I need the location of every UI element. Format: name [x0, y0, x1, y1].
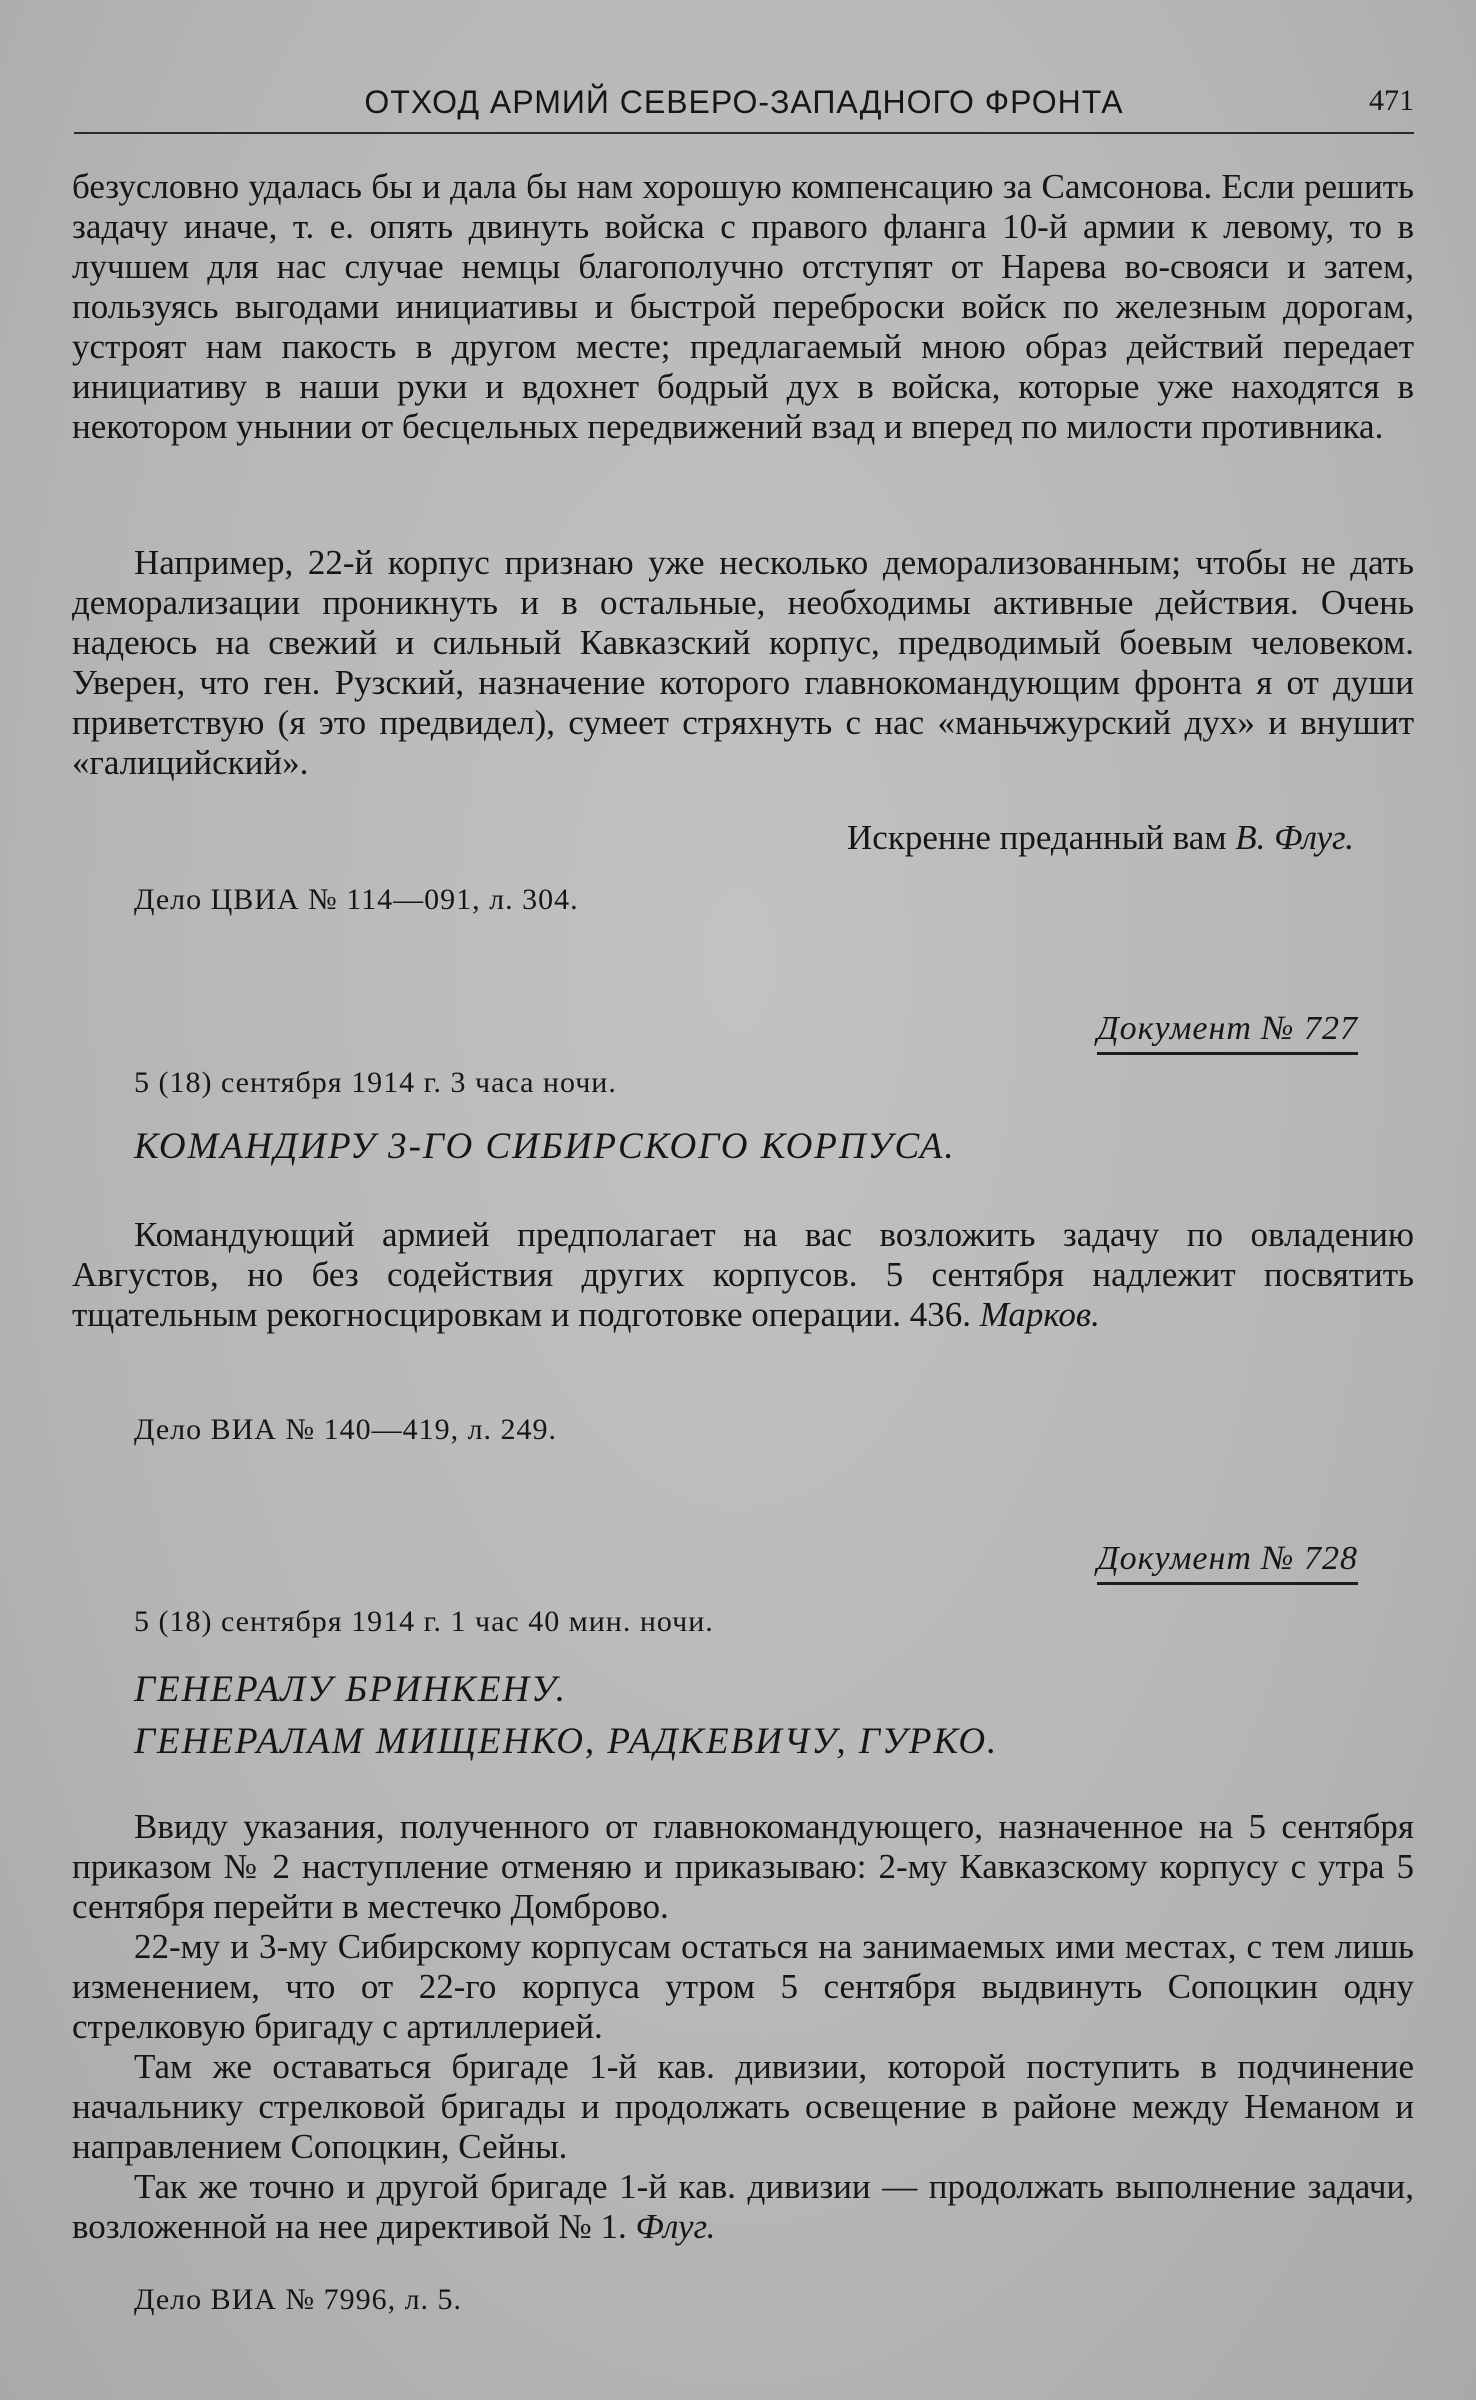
doc728-paragraph-4-text: Так же точно и другой бригаде 1-й кав. дивизии — продолжать выполнение задачи, возложенной на нее директивой № 1. — [72, 2167, 1414, 2246]
letter-signature — [847, 818, 1354, 858]
doc728-date: 5 (18) сентября 1914 г. 1 час 40 мин. ночи. — [134, 1605, 714, 1638]
doc728-addressee-2: ГЕНЕРАЛАМ МИЩЕНКО, РАДКЕВИЧУ, ГУРКО. — [134, 1721, 999, 1762]
letter-reference: Дело ЦВИА № 114—091, л. 304. — [134, 883, 579, 916]
doc728-reference: Дело ВИА № 7996, л. 5. — [134, 2283, 463, 2316]
doc727-date: 5 (18) сентября 1914 г. 3 часа ночи. — [134, 1066, 617, 1099]
doc728-paragraph-1: Ввиду указания, полученного от главнокомандующего, назначенное на 5 сентября приказом № 2 наступление отменяю и приказываю: 2-му Кавказскому корпусу с утра 5 сентября перейти в местечко Домброво. — [72, 1807, 1414, 1926]
doc728-paragraph-4 — [72, 2167, 1414, 2247]
doc727-addressee: КОМАНДИРУ 3-ГО СИБИРСКОГО КОРПУСА. — [134, 1126, 956, 1167]
doc728-addressee-1: ГЕНЕРАЛУ БРИНКЕНУ. — [134, 1669, 567, 1710]
letter-signer: В. Флуг. — [1235, 818, 1354, 857]
doc727-text — [72, 1215, 1414, 1335]
doc728-signer: Флуг. — [635, 2207, 716, 2246]
doc728-paragraph-3: Там же оставаться бригаде 1-й кав. дивизии, которой поступить в подчинение начальнику стрелковой бригады и продолжать освещение в районе между Неманом и направлением Сопоцкин, Сейны. — [72, 2047, 1414, 2166]
letter-paragraph-2 — [72, 543, 1414, 783]
doc727-body: Командующий армией предполагает на вас возложить задачу по овладению Августов, но без содействия других корпусов. 5 сентября надлежит посвятить тщательным рекогносцировкам и подготовке операции. 436. — [72, 1215, 1414, 1334]
running-title: ОТХОД АРМИЙ СЕВЕРО-ЗАПАДНОГО ФРОНТА — [364, 84, 1124, 120]
letter-closing: Искренне преданный вам — [847, 818, 1227, 857]
doc727-reference: Дело ВИА № 140—419, л. 249. — [134, 1413, 558, 1446]
doc728-label: Документ № 728 — [1097, 1540, 1358, 1585]
doc727-label: Документ № 727 — [1097, 1010, 1358, 1055]
doc728-text — [72, 1807, 1414, 2247]
letter-paragraph-2-text: Например, 22-й корпус признаю уже несколько деморализованным; чтобы не дать деморализации проникнуть и в остальные, необходимы активные действия. Очень надеюсь на свежий и сильный Кавказский корпус, предводимый боевым человеком. Уверен, что ген. Рузский, назначение которого главнокомандующим фронта я от души приветствую (я это предвидел), сумеет стряхнуть с нас «маньчжурский дух» и внушит «галицийский». — [72, 543, 1414, 782]
page-number: 471 — [1369, 84, 1414, 117]
page-header — [74, 84, 1414, 134]
letter-paragraph-1: безусловно удалась бы и дала бы нам хорошую компенсацию за Самсонова. Если решить задачу иначе, т. е. опять двинуть войска с правого фланга 10-й армии к левому, то в лучшем для нас случае немцы благополучно отступят от Нарева во-свояси и затем, пользуясь выгодами инициативы и быстрой переброски войск по железным дорогам, устроят нам пакость в другом месте; предлагаемый мною образ действий передает инициативу в наши руки и вдохнет бодрый дух в войска, которые уже находятся в некотором унынии от бесцельных передвижений взад и вперед по милости противника. — [72, 167, 1414, 446]
doc728-paragraph-2: 22-му и 3-му Сибирскому корпусам остаться на занимаемых ими местах, с тем лишь изменением, что от 22-го корпуса утром 5 сентября выдвинуть Сопоцкин одну стрелковую бригаду с артиллерией. — [72, 1927, 1414, 2046]
doc727-signer: Марков. — [979, 1295, 1100, 1334]
